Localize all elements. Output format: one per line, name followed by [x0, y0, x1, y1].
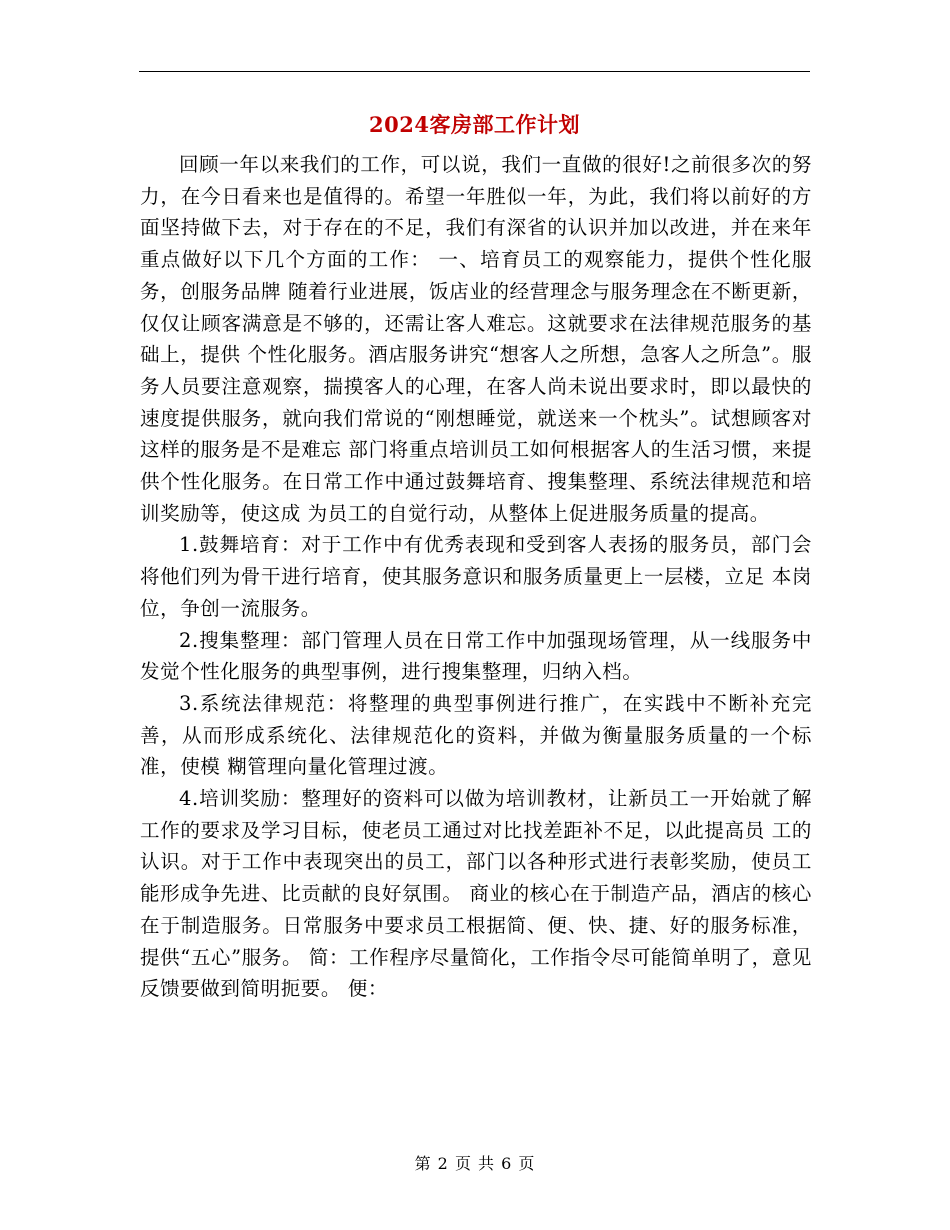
paragraph-item-3: 3.系统法律规范：将整理的典型事例进行推广，在实践中不断补充完善，从而形成系统化、法律规范化的资料，并做为衡量服务质量的一个标准，使模 糊管理向量化管理过渡。 [140, 691, 812, 779]
paragraph-item-4: 4.培训奖励：整理好的资料可以做为培训教材，让新员工一开始就了解工作的要求及学习目标，使老员工通过对比找差距补不足，以此提高员 工的认识。对于工作中表现突出的员工，部门以各种形式进行表彰奖励，使员工能形成争先进、比贡献的良好氛围。 商业的核心在于制造产品，酒店的核心在于制造服务。日常服务中要求员工根据简、便、快、捷、好的服务标准，提供“五心”服务。 简：工作程序尽量简化，工作指令尽可能简单明了，意见反馈要做到简明扼要。 便： [140, 787, 812, 1001]
paragraph-intro: 回顾一年以来我们的工作，可以说，我们一直做的很好!之前很多次的努力，在今日看来也是值得的。希望一年胜似一年，为此，我们将以前好的方面坚持做下去，对于存在的不足，我们有深省的认识并加以改进，并在来年重点做好以下几个方面的工作： 一、培育员工的观察能力，提供个性化服务，创服务品牌 随着行业进展，饭店业的经营理念与服务理念在不断更新，仅仅让顾客满意是不够的，还需让客人难忘。这就要求在法律规范服务的基础上，提供 个性化服务。酒店服务讲究“想客人之所想，急客人之所急”。服务人员要注意观察，揣摸客人的心理，在客人尚未说出要求时，即以最快的 速度提供服务，就向我们常说的“刚想睡觉，就送来一个枕头”。试想顾客对这样的服务是不是难忘 部门将重点培训员工如何根据客人的生活习惯，来提供个性化服务。在日常工作中通过鼓舞培育、搜集整理、系统法律规范和培训奖励等，使这成 为员工的自觉行动，从整体上促进服务质量的提高。 [140, 153, 812, 525]
document-body [140, 149, 812, 1005]
header-rule [139, 71, 810, 72]
paragraph-item-1: 1.鼓舞培育：对于工作中有优秀表现和受到客人表扬的服务员，部门会将他们列为骨干进行培育，使其服务意识和服务质量更上一层楼，立足 本岗位，争创一流服务。 [140, 533, 812, 620]
paragraph-item-2: 2.搜集整理：部门管理人员在日常工作中加强现场管理，从一线服务中发觉个性化服务的典型事例，进行搜集整理，归纳入档。 [140, 628, 812, 684]
document-title: 2024客房部工作计划 [369, 112, 580, 137]
page-number-footer: 第 2 页 共 6 页 [414, 1154, 536, 1173]
